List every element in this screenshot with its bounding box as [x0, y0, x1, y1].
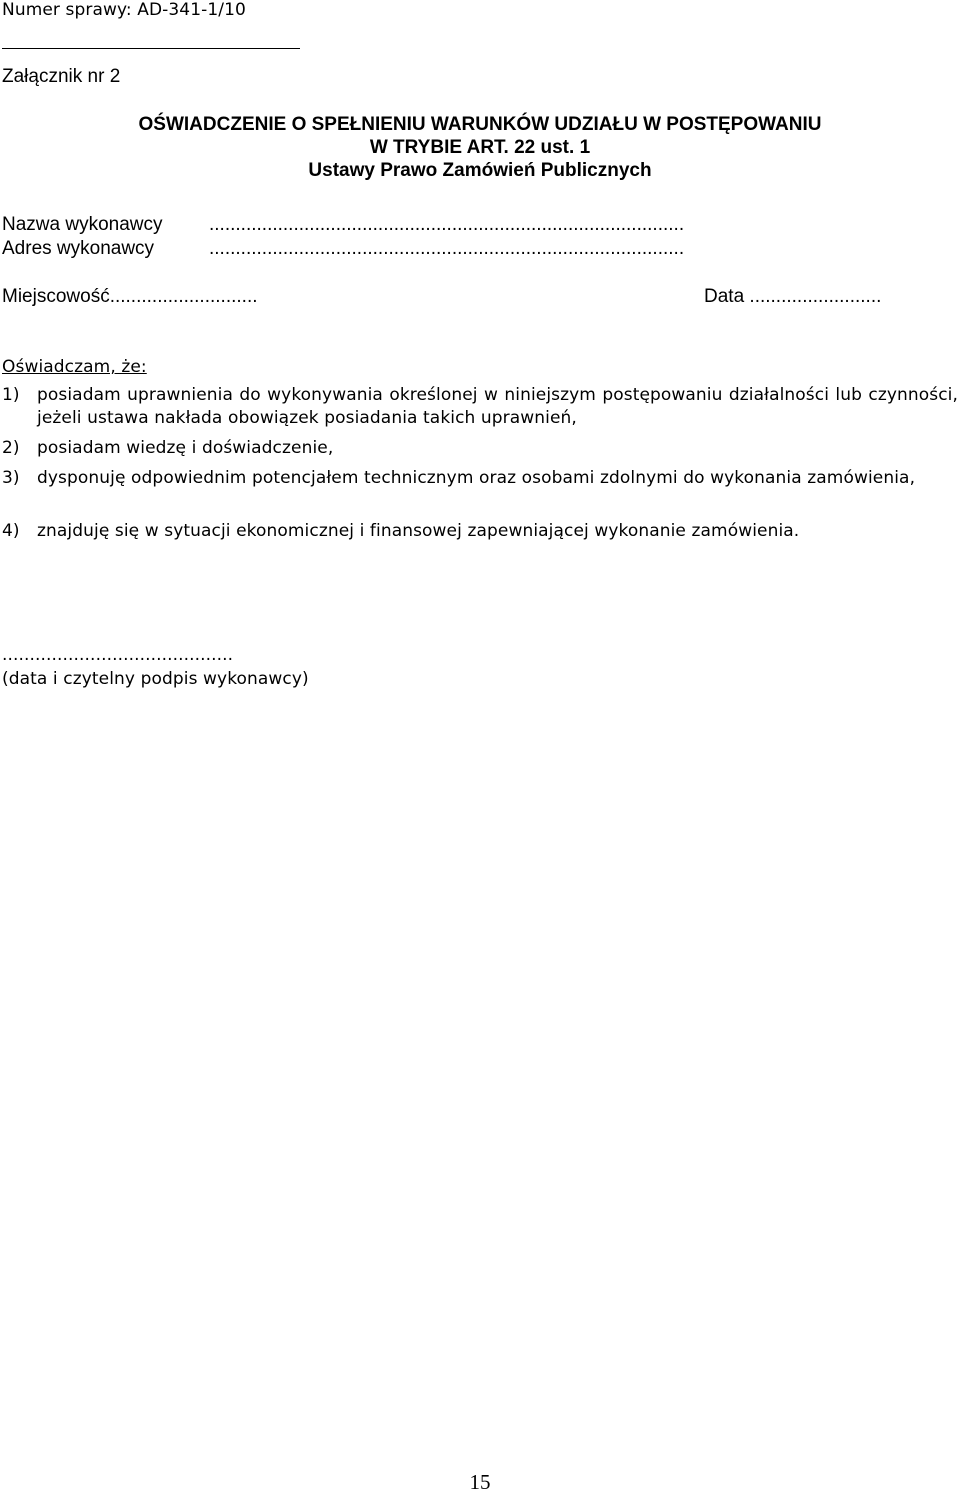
title-line-2: W TRYBIE ART. 22 ust. 1 [369, 137, 591, 158]
header-divider [2, 48, 300, 49]
declaration-item-text: znajduję się w sytuacji ekonomicznej i finansowej zapewniającej wykonanie zamówienia. [37, 521, 800, 541]
declaration-item-number: 4) [2, 521, 20, 541]
declaration-item [2, 520, 958, 543]
title-line-1: OŚWIADCZENIE O SPEŁNIENIU WARUNKÓW UDZIAŁU W POSTĘPOWANIU [138, 114, 822, 135]
signature-caption: (data i czytelny podpis wykonawcy) [2, 669, 309, 689]
contractor-address-field: .......................................................................................... [209, 238, 685, 259]
contractor-address-label: Adres wykonawcy [2, 238, 155, 259]
declaration-item-number: 1) [2, 385, 20, 405]
place-field: Miejscowość............................ [2, 286, 258, 307]
contractor-name-label: Nazwa wykonawcy [2, 214, 163, 235]
declaration-item-text: posiadam uprawnienia do wykonywania określonej w niniejszym postępowaniu działalności lub czynności, jeżeli ustawa nakłada obowiązek posiadania takich uprawnień, [37, 385, 958, 428]
date-field: Data ......................... [704, 286, 882, 307]
annex-label: Załącznik nr 2 [2, 66, 121, 87]
page-number: 15 [469, 1470, 491, 1494]
case-number: Numer sprawy: AD-341-1/10 [2, 0, 246, 20]
declaration-item-number: 3) [2, 468, 20, 488]
contractor-name-field: .......................................................................................... [209, 214, 685, 235]
document-title [0, 113, 960, 182]
declaration-item-number: 2) [2, 438, 20, 458]
declaration-item [2, 437, 958, 460]
declaration-item-text: dysponuję odpowiednim potencjałem technicznym oraz osobami zdolnymi do wykonania zamówienia, [37, 468, 916, 488]
signature-line: .......................................... [2, 645, 234, 665]
declaration-item [2, 467, 958, 490]
title-line-3: Ustawy Prawo Zamówień Publicznych [308, 160, 652, 181]
declaration-heading: Oświadczam, że: [2, 357, 147, 377]
declaration-item-text: posiadam wiedzę i doświadczenie, [37, 438, 334, 458]
declaration-item [2, 384, 958, 430]
